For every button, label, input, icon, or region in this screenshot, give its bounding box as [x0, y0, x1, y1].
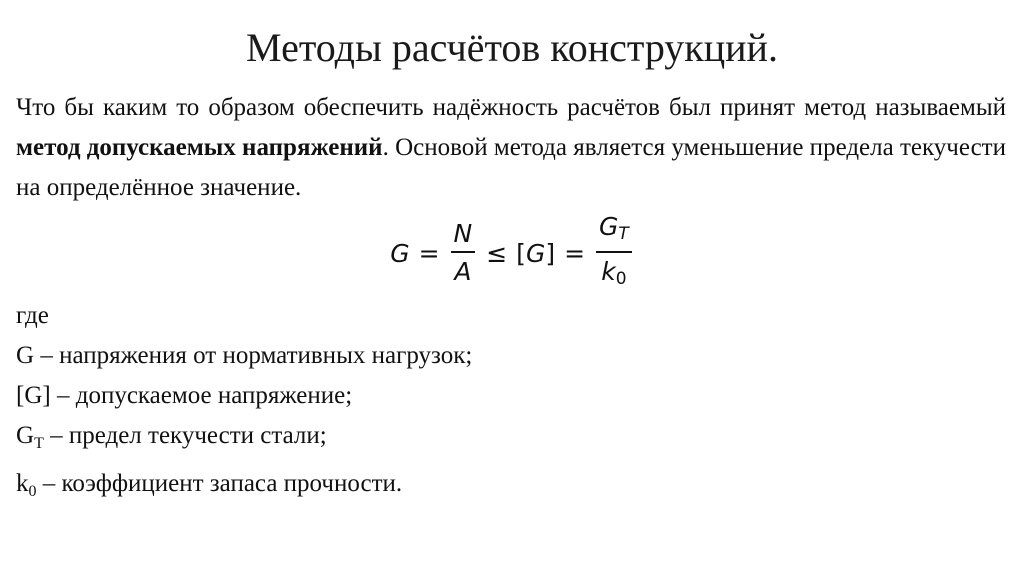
paragraph-text-end: . Основой метода является уменьшение предела текучести на определённое значение. [16, 134, 1006, 201]
definition-text: – напряжения от нормативных нагрузок; [34, 342, 473, 369]
formula-numerator-n: N [451, 219, 476, 253]
formula-lhs: G [390, 238, 410, 268]
slide-title: Методы расчётов конструкций. [246, 25, 778, 70]
formula-bracket-open: [ [516, 238, 526, 268]
definitions-intro: где [16, 302, 49, 329]
formula-bracket-var: G [525, 238, 546, 268]
formula-fraction-yield-safety [596, 212, 632, 294]
paragraph-text-start: Что бы каким то образом обеспечить надёжность расчётов был принят метод называемый [16, 94, 1006, 121]
definition-symbol: G [16, 422, 35, 449]
intro-paragraph [16, 88, 1006, 208]
formula-k-symbol: k [601, 257, 616, 286]
definition-subscript: T [34, 435, 44, 452]
definition-subscript: 0 [28, 483, 37, 500]
formula-denominator-k0 [598, 253, 629, 294]
formula-bracket-close: ] [545, 238, 556, 268]
definition-item-k0 [16, 464, 472, 512]
formula-numerator-gt [596, 212, 632, 253]
definition-text: – допускаемое напряжение; [50, 382, 353, 409]
formula-less-equal: ≤ [486, 238, 508, 268]
formula-fraction-force-area [451, 219, 476, 287]
definition-symbol: [G] [16, 382, 51, 409]
method-name-bold: метод допускаемых напряжений [16, 134, 383, 161]
formula-k-subscript: 0 [615, 269, 627, 289]
definition-text: – коэффициент запаса прочности. [36, 470, 403, 497]
formula-gt-symbol: G [599, 212, 619, 241]
definition-item-g [16, 336, 472, 376]
definition-symbol: k [16, 470, 29, 497]
definition-item-gt [16, 416, 472, 464]
formula-equals-2: = [564, 238, 586, 268]
allowable-stress-formula [0, 214, 1024, 292]
definitions-list [16, 296, 472, 512]
definition-item-allowable [16, 376, 472, 416]
definition-text: – предел текучести стали; [43, 422, 327, 449]
definition-symbol: G [16, 342, 35, 369]
formula-denominator-a: A [454, 257, 472, 286]
formula-equals-1: = [418, 238, 440, 268]
formula-gt-subscript: T [618, 224, 629, 244]
